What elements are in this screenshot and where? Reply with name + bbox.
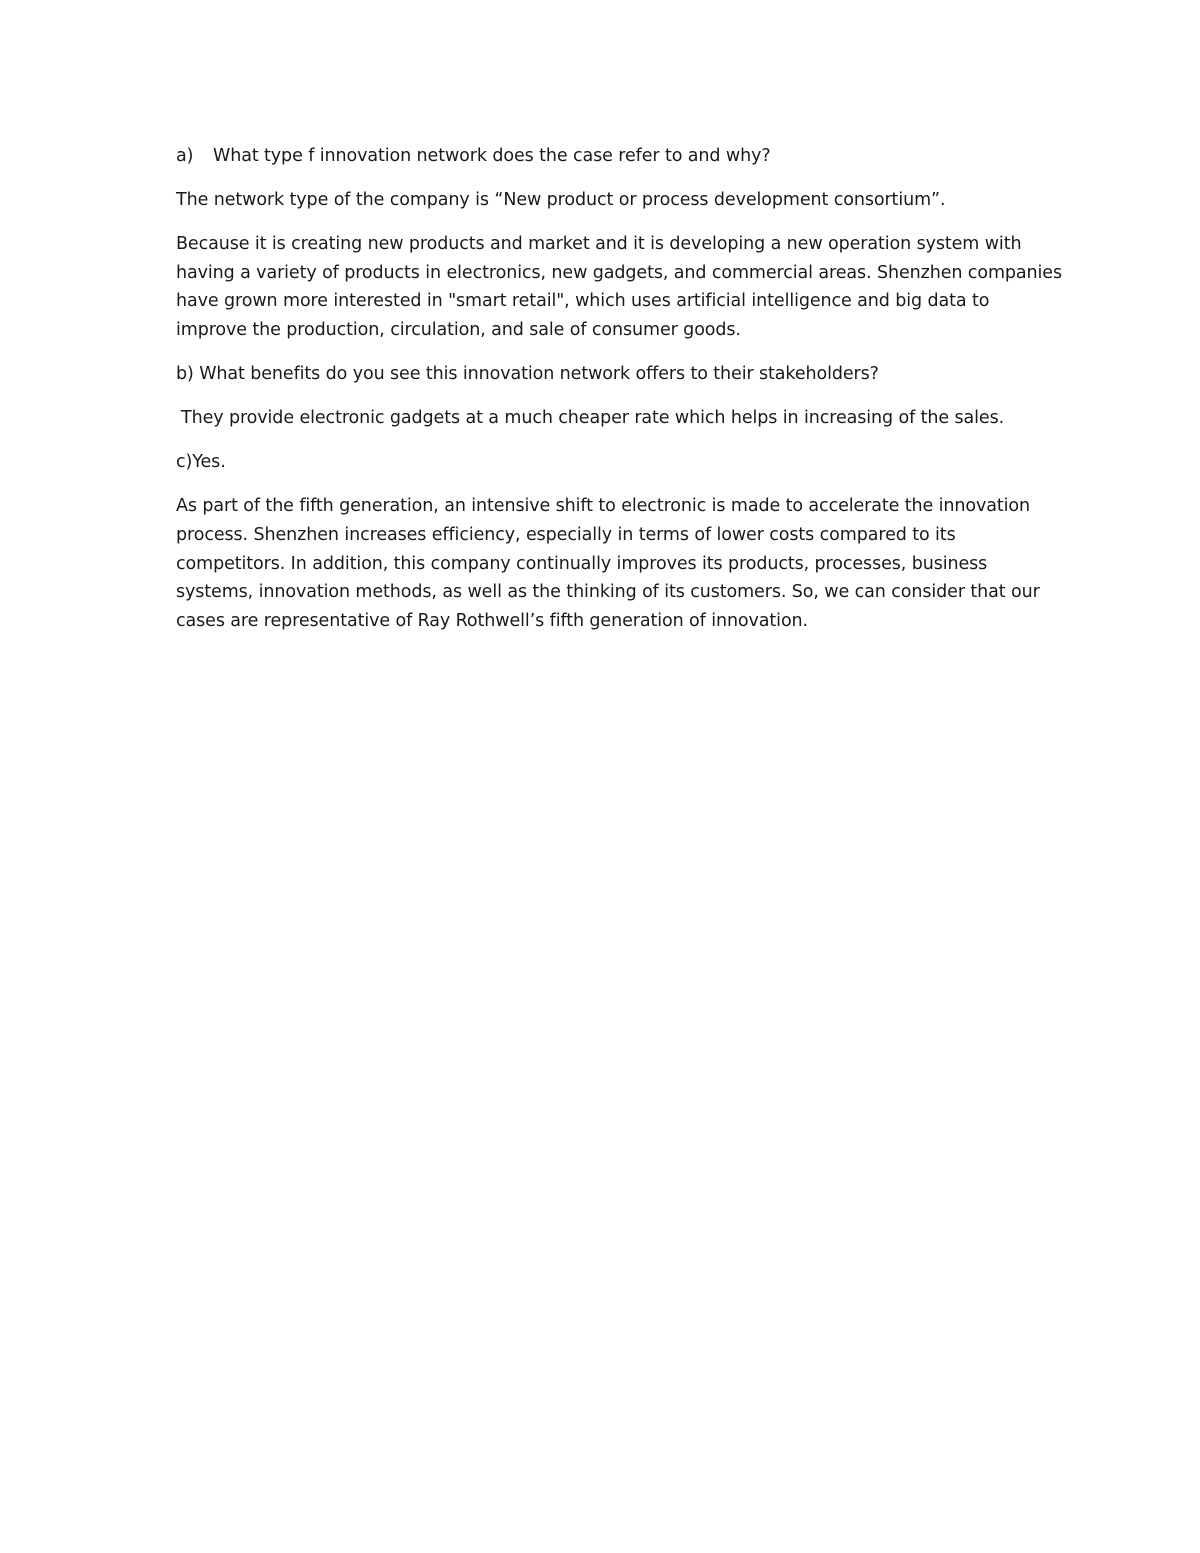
question-b: b) What benefits do you see this innovation network offers to their stakeholders? xyxy=(176,364,879,385)
answer-b: They provide electronic gadgets at a much cheaper rate which helps in increasing of the sales. xyxy=(181,408,1005,429)
answer-c-detail-line: As part of the fifth generation, an intensive shift to electronic is made to accelerate the innovation xyxy=(176,496,1031,517)
answer-c-detail-line: process. Shenzhen increases efficiency, especially in terms of lower costs compared to its xyxy=(176,524,956,545)
answer-c-detail-line: competitors. In addition, this company continually improves its products, processes, business xyxy=(176,553,988,574)
answer-c-detail xyxy=(176,492,1076,635)
answer-a-detail-line: having a variety of products in electronics, new gadgets, and commercial areas. Shenzhen companies xyxy=(176,262,1062,283)
answer-a-detail-line: have grown more interested in "smart retail", which uses artificial intelligence and big data to xyxy=(176,291,990,312)
question-a-text: What type f innovation network does the case refer to and why? xyxy=(213,146,771,166)
answer-a-detail-line: improve the production, circulation, and sale of consumer goods. xyxy=(176,319,741,340)
answer-a-detail xyxy=(176,230,1076,344)
question-a xyxy=(176,142,1076,171)
answer-c-short: c)Yes. xyxy=(176,452,226,473)
answer-a-detail-line: Because it is creating new products and market and it is developing a new operation system with xyxy=(176,234,1022,255)
answer-c-detail-line: systems, innovation methods, as well as the thinking of its customers. So, we can consider that our xyxy=(176,582,1040,603)
document-body xyxy=(176,142,1076,651)
answer-c-detail-line: cases are representative of Ray Rothwell’s fifth generation of innovation. xyxy=(176,610,809,631)
question-a-marker: a) xyxy=(176,146,194,166)
answer-a-intro: The network type of the company is “New product or process development consortium”. xyxy=(176,190,946,211)
